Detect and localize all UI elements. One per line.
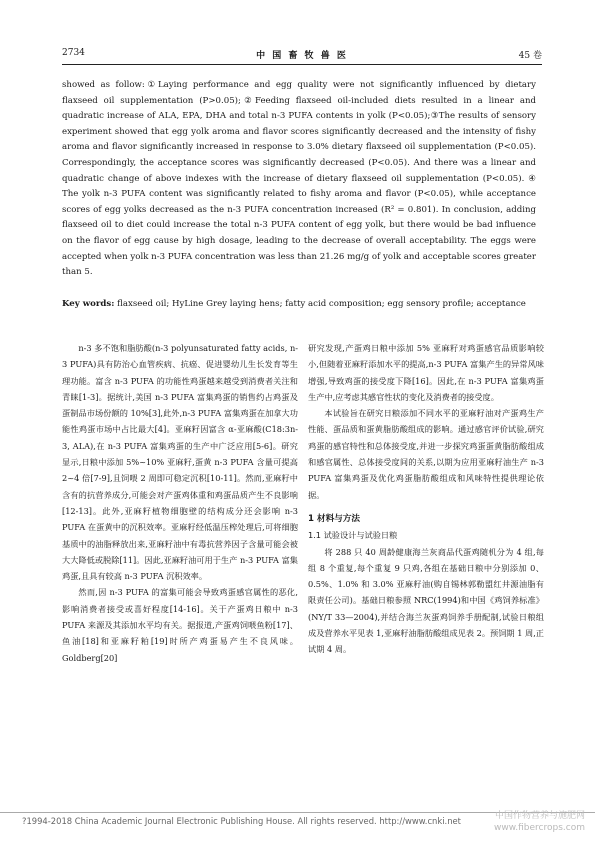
volume-label: 45 卷 bbox=[518, 51, 542, 61]
keywords-label: Key words: bbox=[62, 299, 115, 309]
keywords bbox=[62, 297, 536, 313]
right-column bbox=[308, 340, 544, 658]
intro-paragraph-2: 然而,因 n-3 PUFA 的富集可能会导致鸡蛋感官属性的恶化,影响消费者接受或喜好程度[14-16]。关于产蛋鸡日粮中 n-3 PUFA 来源及其添加水平均有关。据报道,产蛋鸡饲喂鱼粉[17]、鱼油[18]和亚麻籽粕[19]时所产鸡蛋易产生不良风味。Goldberg[20] bbox=[62, 587, 298, 663]
journal-title: 中 国 畜 牧 兽 医 bbox=[256, 51, 348, 61]
intro-paragraph-4: 本试验旨在研究日粮添加不同水平的亚麻籽油对产蛋鸡生产性能、蛋品质和蛋黄脂肪酸组成的影响。通过感官评价试验,研究鸡蛋的感官特性和总体接受度,并进一步探究鸡蛋蛋黄脂肪酸组成和感官属性、总体接受度间的关系,以期为应用亚麻籽油生产 n-3 PUFA 富集鸡蛋及优化鸡蛋脂肪酸组成和风味特性提供理论依据。 bbox=[308, 408, 544, 500]
subsection-heading-1-1: 1.1 试验设计与试验日粮 bbox=[308, 530, 398, 541]
methods-paragraph: 将 288 只 40 周龄健康海兰灰商品代蛋鸡随机分为 4 组,每组 8 个重复,每个重复 9 只鸡,各组在基础日粮中分别添加 0、0.5%、1.0% 和 3.0% 亚麻籽油(购自锡林郭勒盟红井源油脂有限责任公司)。基础日粮参照 NRC(1994)和中国《鸡饲养标准》(NY/T 33—2004),并结合海兰灰蛋鸡饲养手册配制,试验日粮组成及营养水平见表 1,亚麻籽油脂肪酸组成见表 2。预饲期 1 周,正试期 4 周。 bbox=[308, 546, 544, 655]
running-header bbox=[62, 48, 542, 62]
keywords-text: flaxseed oil; HyLine Grey laying hens; fatty acid composition; egg sensory profile; acceptance bbox=[117, 299, 526, 309]
copyright-footer: ?1994-2018 China Academic Journal Electronic Publishing House. All rights reserved. http://www.cnki.net bbox=[22, 816, 461, 826]
watermark-line-2: www.fibercrops.com bbox=[494, 823, 585, 833]
watermark bbox=[494, 810, 585, 834]
intro-paragraph-3: 研究发现,产蛋鸡日粮中添加 5% 亚麻籽对鸡蛋感官品质影响较小,但随着亚麻籽添加水平的提高,n-3 PUFA 富集产生的异常风味增强,导致鸡蛋的接受度下降[16]。因此,在 n-3 PUFA 富集鸡蛋生产中,应考虑其感官性状的变化及消费者的接受度。 bbox=[308, 343, 544, 402]
header-rule bbox=[62, 64, 542, 65]
intro-paragraph-1: n-3 多不饱和脂肪酸(n-3 polyunsaturated fatty acids, n-3 PUFA)具有防治心血管疾病、抗癌、促进婴幼儿生长发育等生理功能。富含 n-3 PUFA 的功能性鸡蛋越来越受到消费者关注和青睐[1-3]。据统计,美国 n-3 PUFA 富集鸡蛋的销售约占鸡蛋及蛋制品市场份额的 10%[3],此外,n-3 PUFA 富集鸡蛋在加拿大功能性鸡蛋市场中占比最大[4]。亚麻籽因富含 α-亚麻酸(C18:3n-3, ALA),在 n-3 PUFA 富集鸡蛋的生产中广泛应用[5-6]。研究显示,日粮中添加 5%~10% 亚麻籽,蛋黄 n-3 PUFA 含量可提高 2~4 倍[7-9],且饲喂 2 周即可稳定沉积[10-11]。然而,亚麻籽中含有的抗营养成分,可能会对产蛋鸡体重和鸡蛋品质产生不良影响[12-13]。此外,亚麻籽植物细胞壁的结构成分还会影响 n-3 PUFA 在蛋黄中的沉积效率。亚麻籽经低温压榨处理后,可将细胞基质中的油脂释放出来,亚麻籽油中有毒抗营养因子含量可能会被大大降低或脱除[11]。因此,亚麻籽油可用于生产 n-3 PUFA 富集鸡蛋,且具有较高 n-3 PUFA 沉积效率。 bbox=[62, 343, 298, 582]
watermark-line-1: 中国作物营养与施肥网 bbox=[494, 811, 585, 821]
section-heading-1: 1 材料与方法 bbox=[308, 513, 360, 524]
left-column bbox=[62, 340, 298, 666]
english-abstract: showed as follow:①Laying performance and egg quality were not significantly influenced by dietary flaxseed oil supplementation (P>0.05);②Feeding flaxseed oil-included diets resulted in a linear and quadratic increase of ALA, EPA, DHA and total n-3 PUFA contents in yolk (P<0.05);③The results of sensory experiment showed that egg yolk aroma and flavor scores significantly decreased and the intensity of fishy aroma and flavor significantly increased in response to 3.0% dietary flaxseed oil supplementation (P<0.05). Correspondingly, the acceptance scores was significantly decreased (P<0.05). And there was a linear and quadratic change of above indexes with the increase of dietary flaxseed oil supplementation (P<0.05). ④ The yolk n-3 PUFA content was significantly related to fishy aroma and flavor (P<0.05), while acceptance scores of egg yolks decreased as the n-3 PUFA concentration increased (R² = 0.801). In conclusion, adding flaxseed oil to diet could increase the total n-3 PUFA content of egg yolk, but there would be bad influence on the flavor of egg cause by high dosage, leading to the decrease of overall acceptability. The eggs were accepted when yolk n-3 PUFA concentration was less than 21.26 mg/g of yolk and acceptable scores greater than 5. bbox=[62, 80, 536, 278]
page-number: 2734 bbox=[62, 48, 85, 58]
